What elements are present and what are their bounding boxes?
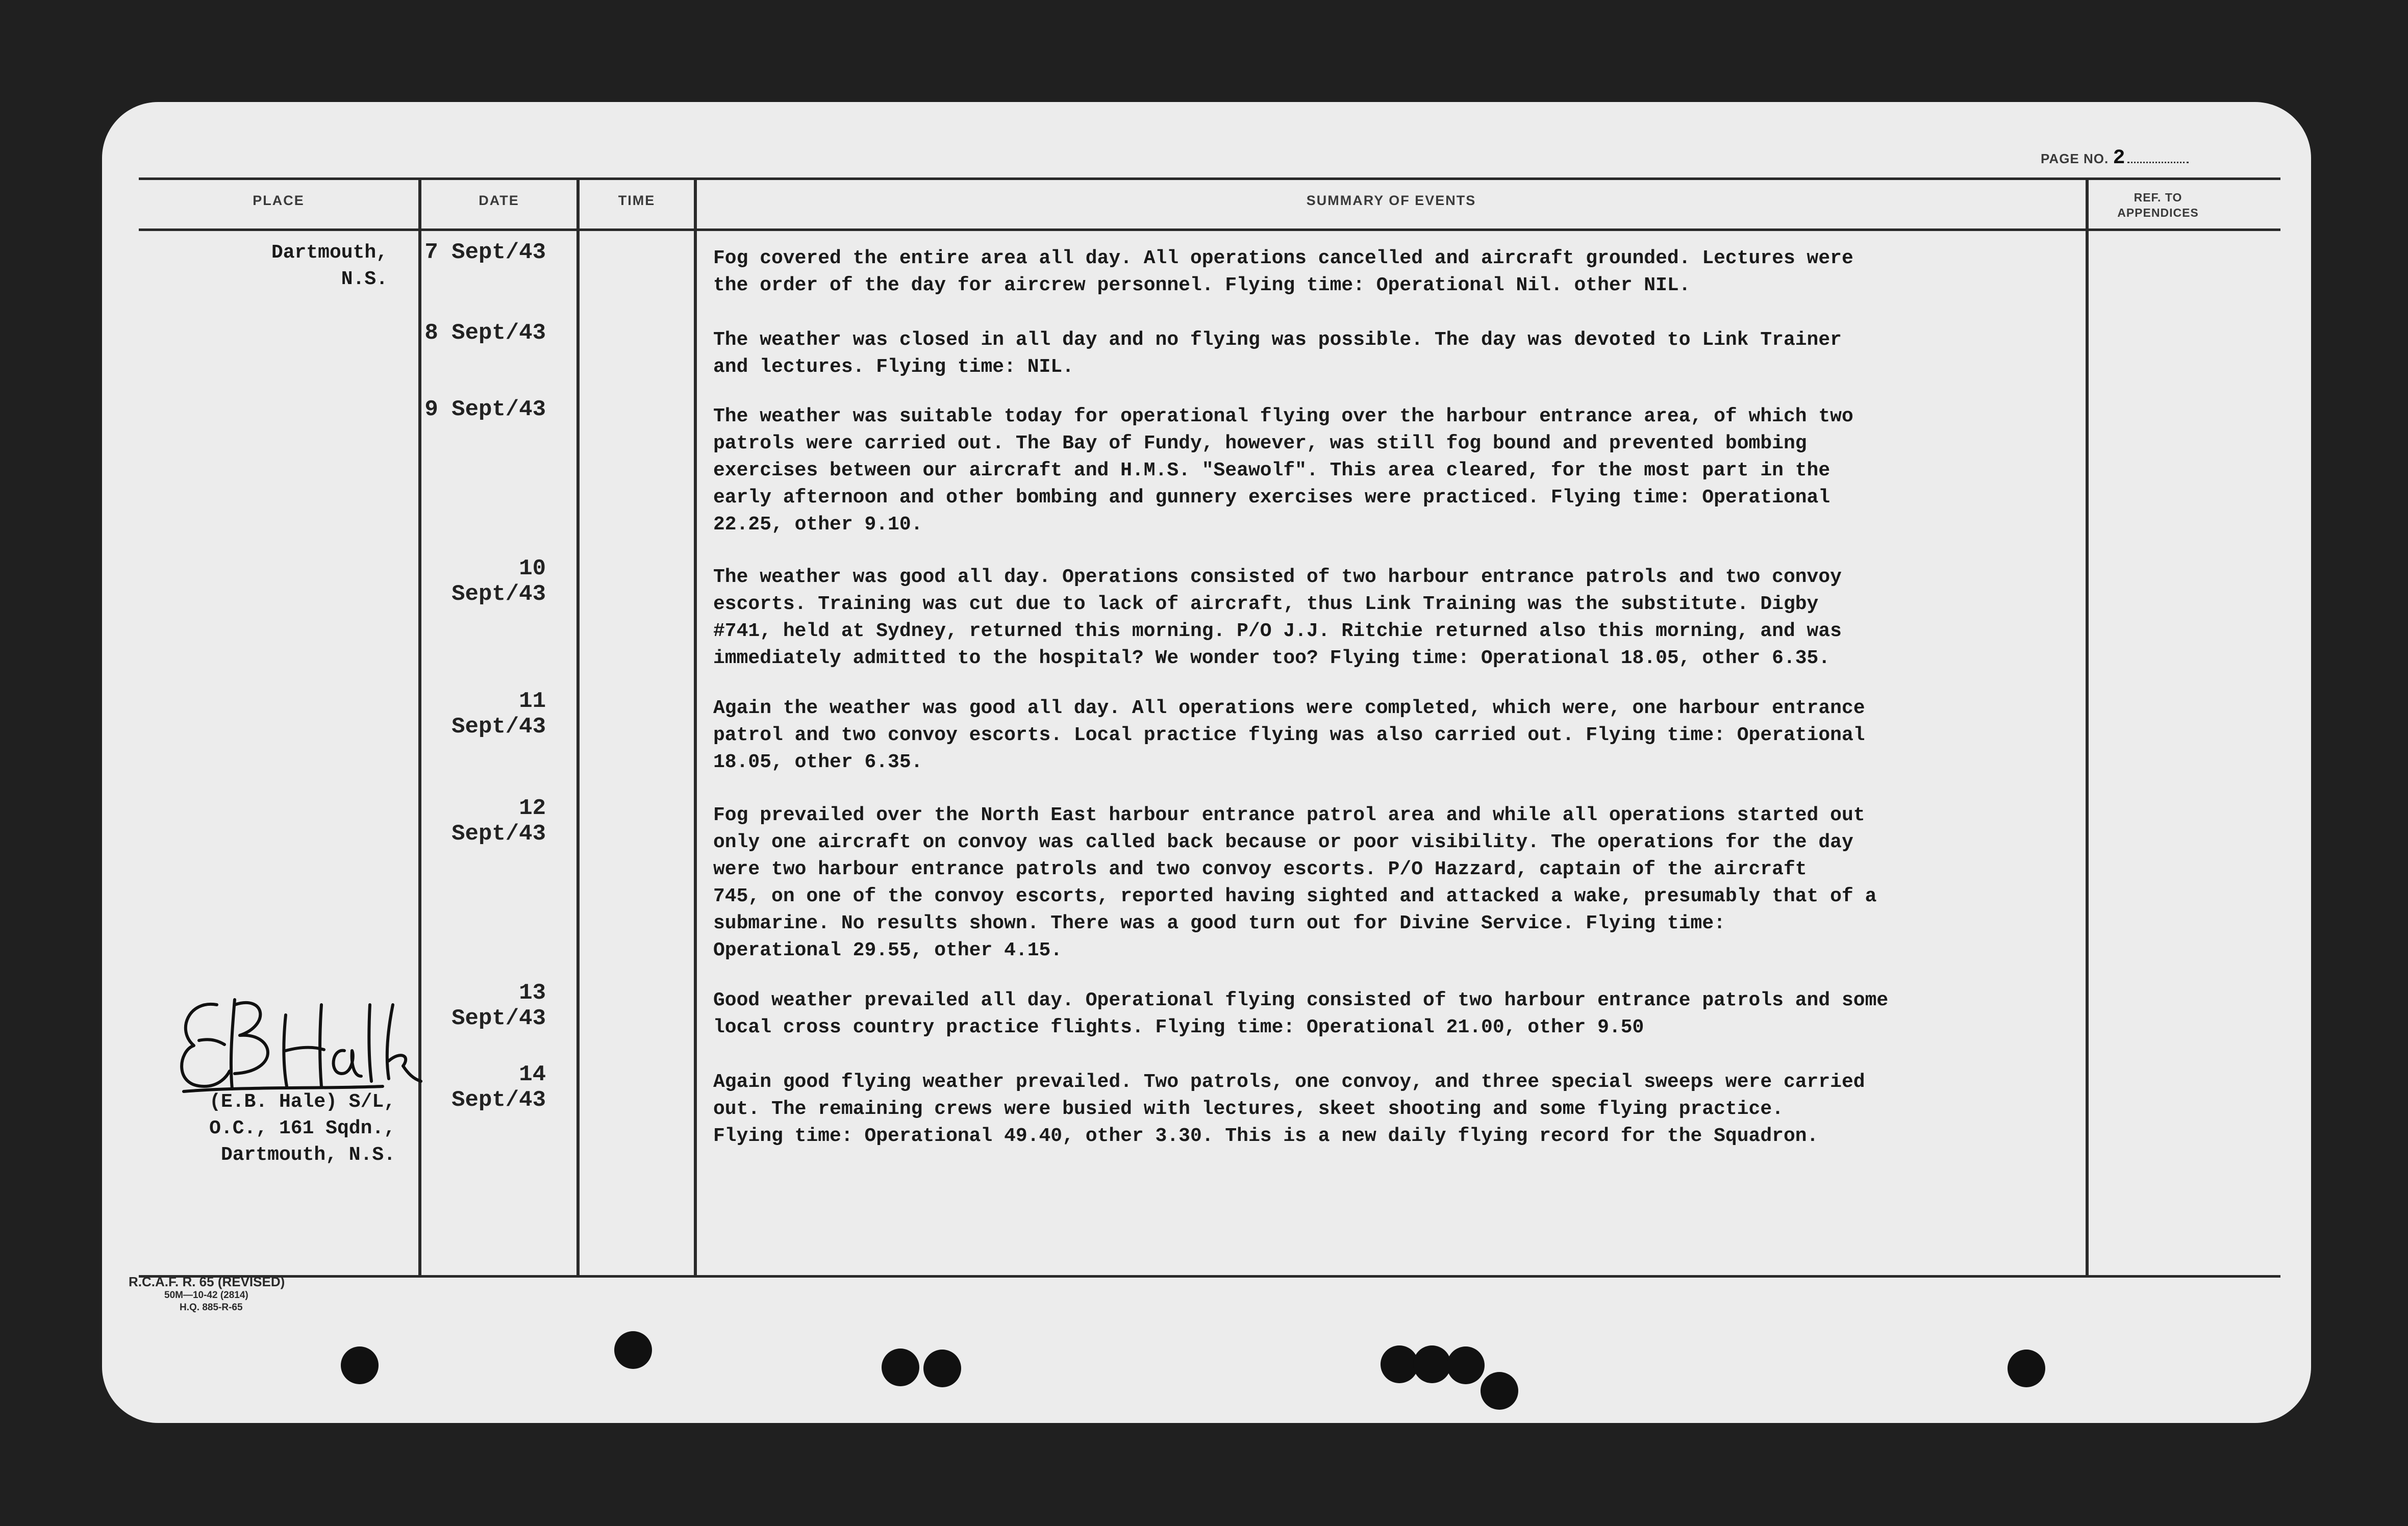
entry-date: 8 Sept/43 xyxy=(424,320,546,346)
signature-block: (E.B. Hale) S/L, O.C., 161 Sqdn., Dartmouth, N.S. xyxy=(209,1091,395,1166)
binder-hole xyxy=(614,1331,652,1369)
top-rule xyxy=(139,177,2280,180)
header-bottom-rule xyxy=(139,228,2280,231)
col-header-time: TIME xyxy=(618,193,656,208)
page-number-label xyxy=(2041,147,2189,170)
form-code xyxy=(129,1274,285,1314)
entry-text: Fog covered the entire area all day. All operations cancelled and aircraft grounded. Lectures were the order of the day for aircrew personnel. Flying time: Operational Nil. other NIL. xyxy=(713,247,1853,296)
col-header-ref: REF. TO APPENDICES xyxy=(2117,191,2199,219)
col-header-date: DATE xyxy=(479,193,519,208)
binder-hole xyxy=(1381,1345,1418,1383)
entry-date: 9 Sept/43 xyxy=(424,397,546,422)
handwritten-signature xyxy=(168,984,423,1097)
place-line-2: N.S. xyxy=(341,268,388,290)
time-summary-divider xyxy=(694,180,697,1276)
page-number-dots xyxy=(2127,162,2189,163)
entry-text: Good weather prevailed all day. Operational flying consisted of two harbour entrance patrols and some local cross country practice flights. Flying time: Operational 21.00, other 9.50 xyxy=(713,989,1889,1038)
bottom-rule xyxy=(139,1275,2280,1278)
date-time-divider xyxy=(576,180,580,1276)
binder-hole xyxy=(882,1349,919,1386)
binder-hole xyxy=(1447,1346,1485,1384)
entry-date: 14 Sept/43 xyxy=(451,1062,546,1113)
form-print-line-1: 50M—10-42 (2814) xyxy=(164,1290,248,1301)
entry-text: The weather was suitable today for operational flying over the harbour entrance area, of which two patrols were carried out. The Bay of Fundy, however, was still fog bound and prevented bombing exercises between our aircraft and H.M.S. "Seawolf". This area cleared, for the most part in the early afternoon and other bombing and gunnery exercises were practiced. Flying time: Operational 22.25, other 9.10. xyxy=(713,405,1853,536)
entry-text: Again good flying weather prevailed. Two patrols, one convoy, and three special sweeps were carried out. The remaining crews were busied with lectures, skeet shooting and some flying practice. Flying time: Operational 49.40, other 3.30. This is a new daily flying record for the Squadron. xyxy=(713,1071,1865,1147)
entry-date: 13 Sept/43 xyxy=(451,980,546,1031)
binder-hole xyxy=(1481,1372,1518,1410)
binder-hole xyxy=(341,1346,379,1384)
form-code-title: R.C.A.F. R. 65 (REVISED) xyxy=(129,1274,285,1289)
entry-text: Again the weather was good all day. All operations were completed, which were, one harbour entrance patrol and two convoy escorts. Local practice flying was also carried out. Flying time: Operational 18.05, other 6.35. xyxy=(713,697,1865,773)
binder-hole xyxy=(2008,1350,2045,1387)
col-header-summary: SUMMARY OF EVENTS xyxy=(1306,193,1476,208)
entry-text: The weather was closed in all day and no flying was possible. The day was devoted to Link Trainer and lectures. Flying time: NIL. xyxy=(713,329,1842,378)
place-cell xyxy=(102,240,388,293)
entry-text: Fog prevailed over the North East harbour entrance patrol area and while all operations started out only one aircraft on convoy was called back because or poor visibility. The operations for the day were two harbour entrance patrols and two convoy escorts. P/O Hazzard, captain of the aircraft 745, on one of the convoy escorts, reported having sighted and attacked a wake, presumably that of a submarine. No results shown. There was a good turn out for Divine Service. Flying time: Operational 29.55, other 4.15. xyxy=(713,804,1877,961)
page-label: PAGE NO. xyxy=(2041,151,2109,166)
page-number: 2 xyxy=(2113,147,2126,170)
binder-hole xyxy=(1413,1345,1451,1383)
entry-date: 10 Sept/43 xyxy=(451,556,546,607)
place-line-1: Dartmouth, xyxy=(271,242,388,264)
log-page xyxy=(102,102,2311,1423)
entry-date: 7 Sept/43 xyxy=(424,240,546,265)
entry-date: 12 Sept/43 xyxy=(451,796,546,847)
form-print-line-2: H.Q. 885-R-65 xyxy=(180,1302,243,1313)
binder-hole xyxy=(923,1350,961,1387)
entry-text: The weather was good all day. Operations consisted of two harbour entrance patrols and two convoy escorts. Training was cut due to lack of aircraft, thus Link Training was the substitute. Digby #741, held at Sydney, returned this morning. P/O J.J. Ritchie returned also this morning, and was immediately admitted to the hospital? We wonder too? Flying time: Operational 18.05, other 6.35. xyxy=(713,566,1842,669)
col-header-place: PLACE xyxy=(253,193,305,208)
entry-date: 11 Sept/43 xyxy=(451,689,546,740)
